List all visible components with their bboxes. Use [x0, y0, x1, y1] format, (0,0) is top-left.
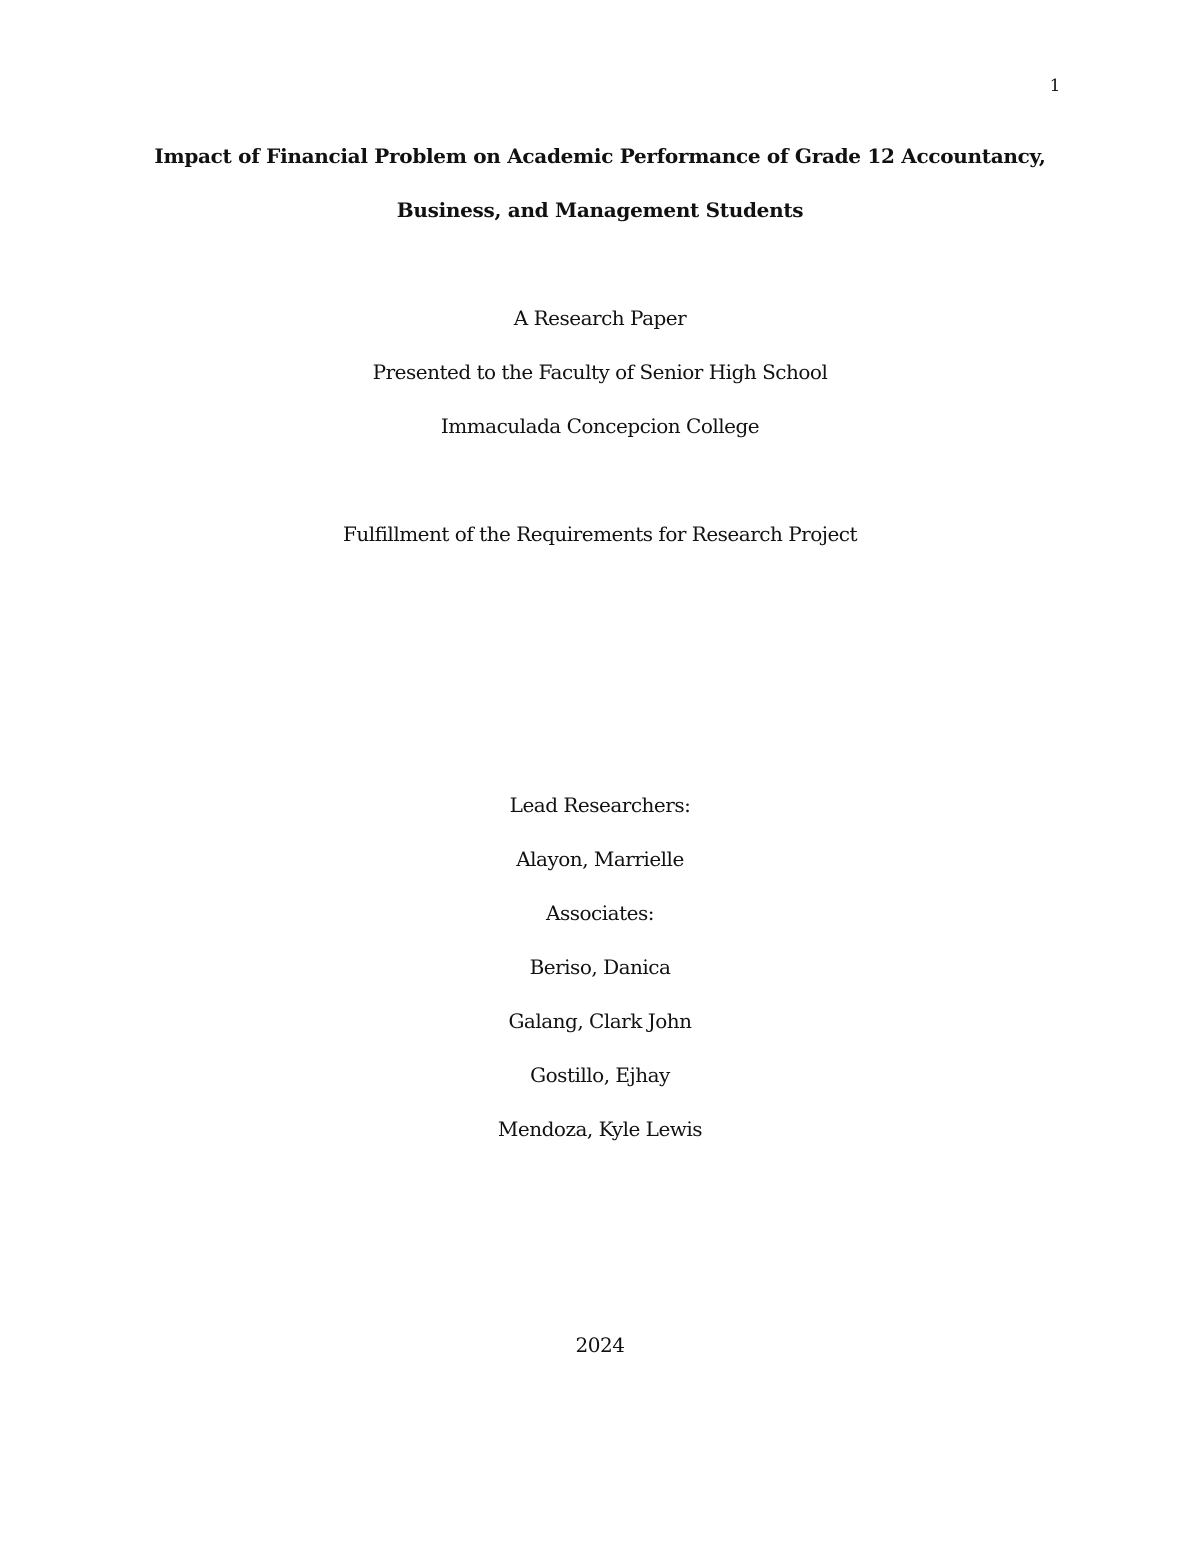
presented-to: Presented to the Faculty of Senior High School [372, 360, 828, 384]
year: 2024 [575, 1333, 625, 1357]
associate-name: Beriso, Danica [529, 955, 671, 979]
purpose: Fulfillment of the Requirements for Research Project [342, 522, 858, 546]
title-line-1: Impact of Financial Problem on Academic Performance of Grade 12 Accountancy, [154, 144, 1046, 168]
lead-researcher-name: Alayon, Marrielle [516, 847, 684, 871]
title-line-2: Business, and Management Students [396, 198, 804, 222]
paper-type: A Research Paper [513, 306, 687, 330]
lead-researchers-heading: Lead Researchers: [509, 793, 691, 817]
associate-name: Gostillo, Ejhay [530, 1063, 670, 1087]
associate-name: Mendoza, Kyle Lewis [497, 1117, 703, 1141]
institution: Immaculada Concepcion College [440, 414, 760, 438]
page-number: 1 [1049, 76, 1061, 96]
associates-heading: Associates: [546, 901, 654, 925]
associate-name: Galang, Clark John [508, 1009, 692, 1033]
